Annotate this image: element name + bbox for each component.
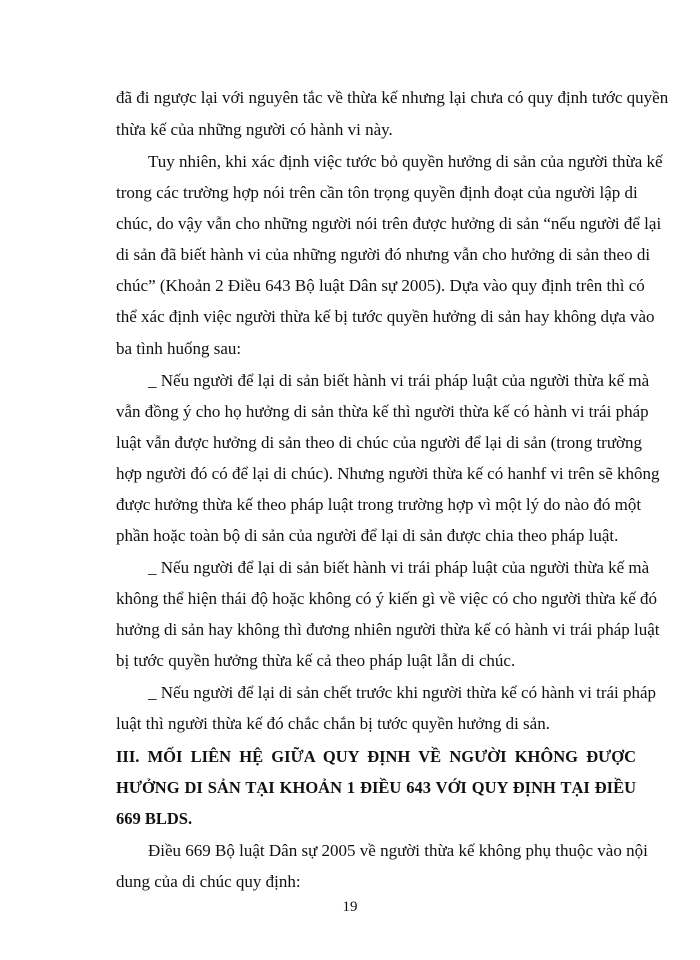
text-line: _ Nếu người để lại di sản biết hành vi trái pháp luật của người thừa kế mà xyxy=(148,371,650,390)
text-line: hưởng di sản hay không thì đương nhiên người thừa kế có hành vi trái pháp luật xyxy=(116,620,660,639)
text-line: trong các trường hợp nói trên cần tôn trọng quyền định đoạt của người lập di xyxy=(116,183,638,202)
text-line: di sản đã biết hành vi của những người đó nhưng vẫn cho hưởng di sản theo di xyxy=(116,245,651,264)
text-line: phần hoặc toàn bộ di sản của người để lại di sản được chia theo pháp luật. xyxy=(116,526,619,545)
text-line: được hưởng thừa kế theo pháp luật trong trường hợp vì một lý do nào đó một xyxy=(116,495,642,514)
text-line: luật vẫn được hưởng di sản theo di chúc của người để lại di sản (trong trường xyxy=(116,433,643,452)
text-line: thừa kế của những người có hành vi này. xyxy=(116,120,393,139)
text-line: thể xác định việc người thừa kế bị tước quyền hưởng di sản hay không dựa vào xyxy=(116,307,655,326)
text-line: ba tình huống sau: xyxy=(116,339,242,358)
text-line: luật thì người thừa kế đó chắc chắn bị tước quyền hưởng di sản. xyxy=(116,714,550,733)
text-line: Tuy nhiên, khi xác định việc tước bỏ quyền hưởng di sản của người thừa kế xyxy=(148,152,663,171)
text-line: dung của di chúc quy định: xyxy=(116,872,301,891)
text-line: chúc” (Khoản 2 Điều 643 Bộ luật Dân sự 2005). Dựa vào quy định trên thì có xyxy=(116,276,645,295)
text-line: _ Nếu người để lại di sản chết trước khi người thừa kế có hành vi trái pháp xyxy=(148,683,657,702)
section-heading: HƯỞNG DI SẢN TẠI KHOẢN 1 ĐIỀU 643 VỚI QUY ĐỊNH TẠI ĐIỀU xyxy=(116,778,636,797)
section-heading: 669 BLDS. xyxy=(116,809,193,828)
section-heading: III. MỐI LIÊN HỆ GIỮA QUY ĐỊNH VỀ NGƯỜI KHÔNG ĐƯỢC xyxy=(116,747,636,766)
text-line: _ Nếu người để lại di sản biết hành vi trái pháp luật của người thừa kế mà xyxy=(148,558,650,577)
text-line: hợp người đó có để lại di chúc). Nhưng người thừa kế có hanhf vi trên sẽ không xyxy=(116,464,660,483)
text-line: Điều 669 Bộ luật Dân sự 2005 về người thừa kế không phụ thuộc vào nội xyxy=(148,841,648,860)
page-number: 19 xyxy=(342,899,358,915)
text-line: không thể hiện thái độ hoặc không có ý kiến gì về việc có cho người thừa kế đó xyxy=(116,589,658,608)
text-line: đã đi ngược lại với nguyên tắc về thừa kế nhưng lại chưa có quy định tước quyền xyxy=(116,88,669,107)
text-line: bị tước quyền hưởng thừa kế cả theo pháp luật lẫn di chúc. xyxy=(116,651,516,670)
text-line: vẫn đồng ý cho họ hưởng di sản thừa kế thì người thừa kế có hành vi trái pháp xyxy=(116,402,649,421)
text-line: chúc, do vậy vẫn cho những người nói trên được hưởng di sản “nếu người để lại xyxy=(116,214,662,233)
